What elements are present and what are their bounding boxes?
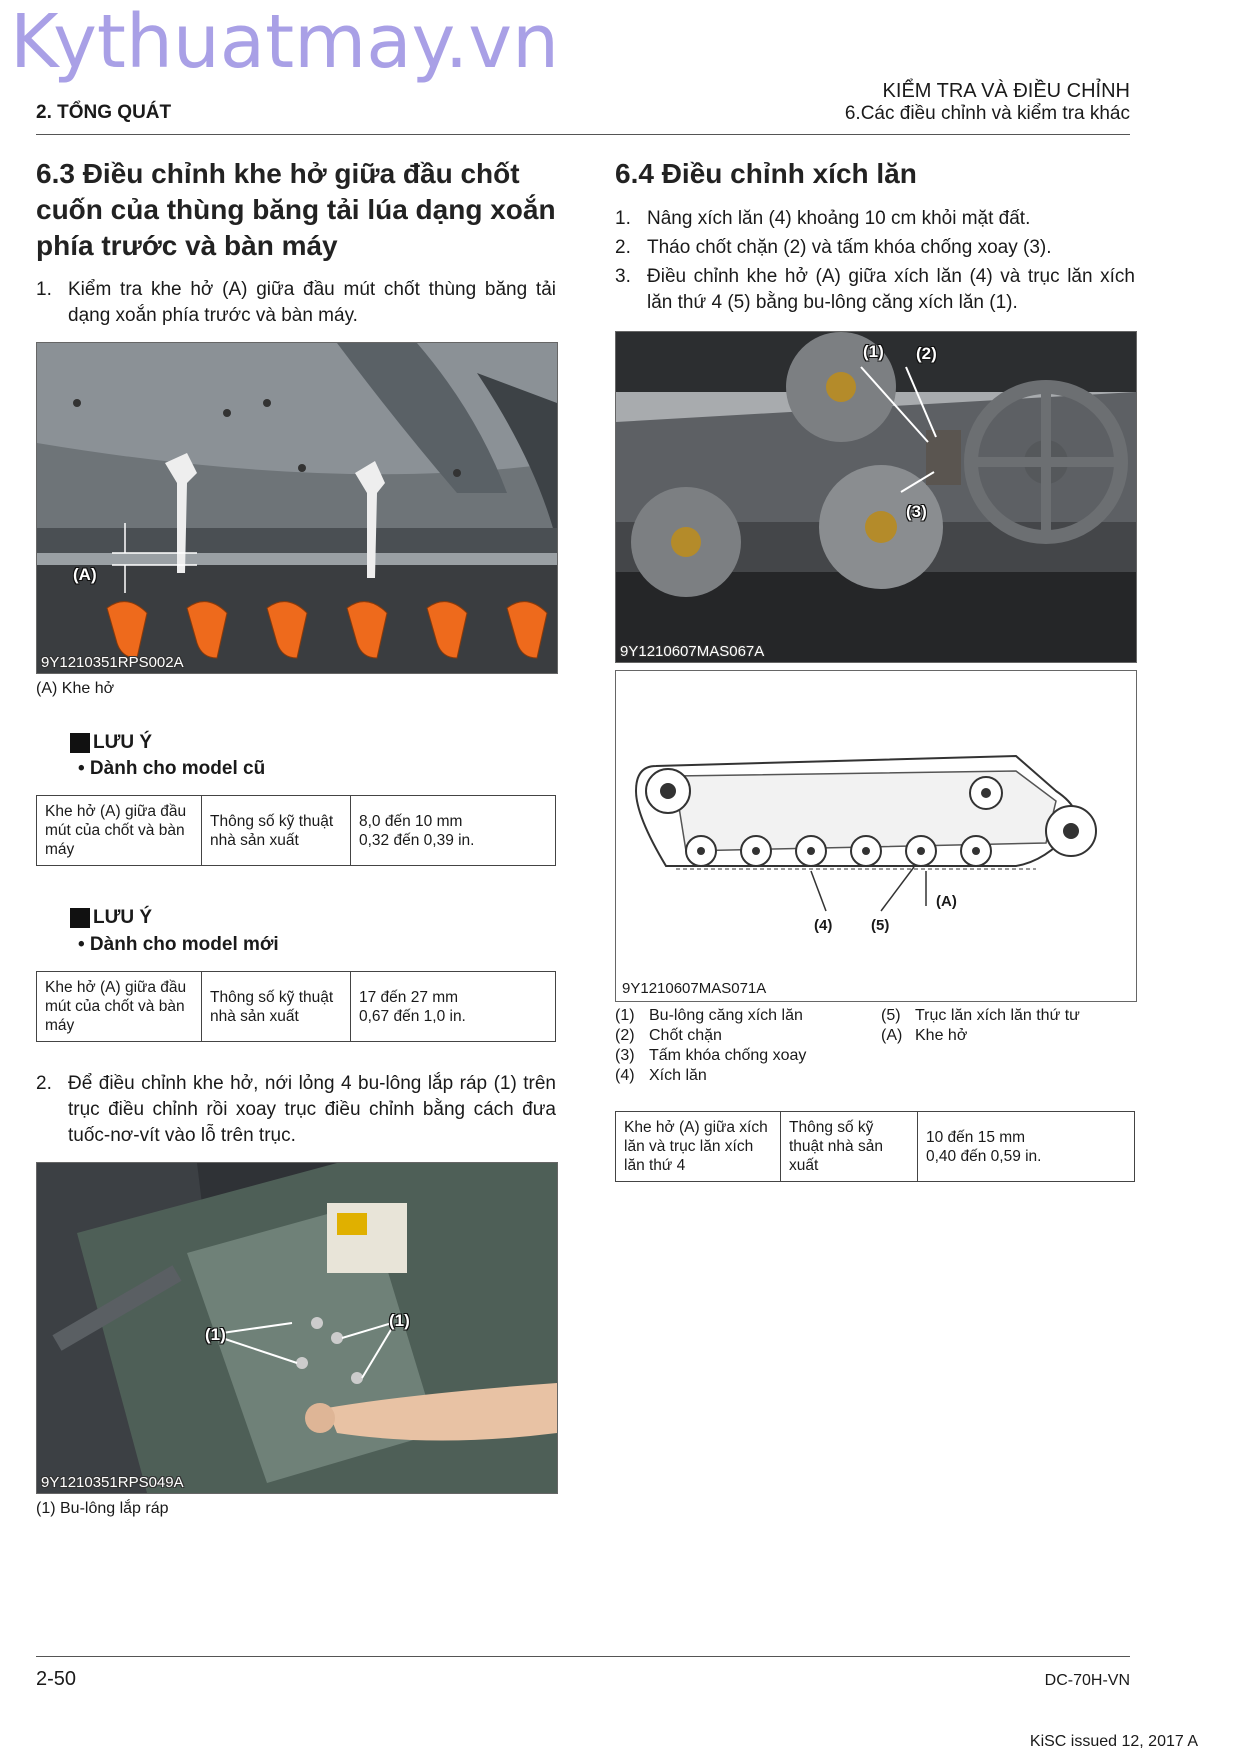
legend-item: (4) Xích lăn — [615, 1067, 707, 1084]
step-text: Để điều chỉnh khe hở, nới lỏng 4 bu-lông lắp ráp (1) trên trục điều chỉnh rồi xoay trục điều chỉnh bằng cách đưa tuốc-nơ-vít vào lỗ trên trục. — [68, 1073, 556, 1146]
legend-left — [615, 1006, 806, 1086]
step-number: 3. — [615, 266, 631, 287]
photo-auger-clearance — [36, 342, 558, 674]
diagram-label-4: (4) — [814, 917, 833, 934]
chapter-header: 2. TỔNG QUÁT — [36, 102, 172, 123]
note-label: LƯU Ý — [93, 907, 153, 928]
label-1-left: (1) — [205, 1325, 226, 1344]
watermark-text: Kythuatmay.vn — [10, 0, 560, 85]
step-number: 1. — [36, 279, 52, 300]
legend-item: (2) Chốt chặn — [615, 1027, 722, 1044]
step-1 — [36, 277, 556, 329]
section-header-sub: 6.Các điều chỉnh và kiểm tra khác — [844, 103, 1130, 124]
value-metric: 17 đến 27 mm — [359, 988, 459, 1006]
spec-table-new-model — [36, 971, 556, 1042]
label-1-right: (1) — [389, 1311, 410, 1330]
step-text: Kiểm tra khe hở (A) giữa đầu mút chốt thùng băng tải dạng xoắn phía trước và bàn máy. — [68, 279, 556, 326]
spec-table-old-model — [36, 795, 556, 866]
photo-code: 9Y1210351RPS049A — [41, 1474, 184, 1491]
photo-code: 9Y1210607MAS067A — [620, 643, 765, 660]
legend-item: (5) Trục lăn xích lăn thứ tư — [881, 1007, 1080, 1024]
diagram-code: 9Y1210607MAS071A — [622, 980, 767, 997]
legend-item: (1) Bu-lông căng xích lăn — [615, 1007, 803, 1024]
photo-2-caption: (1) Bu-lông lắp ráp — [36, 1500, 169, 1517]
label-3: (3) — [906, 502, 927, 521]
table-row — [616, 1112, 1135, 1182]
table-cell: Thông số kỹ thuật nhà sản xuất — [202, 972, 351, 1042]
table-cell: Khe hở (A) giữa đầu mút của chốt và bàn máy — [37, 972, 202, 1042]
table-row — [37, 972, 556, 1042]
legend-right — [881, 1006, 1080, 1046]
table-cell: Thông số kỹ thuật nhà sản xuất — [202, 796, 351, 866]
diagram-label-5: (5) — [871, 917, 890, 934]
photo-mounting-bolts — [36, 1162, 558, 1494]
table-row — [37, 796, 556, 866]
step-number: 2. — [36, 1073, 52, 1094]
section-6-4-title: 6.4 Điều chỉnh xích lăn — [615, 158, 917, 189]
document-code: DC-70H-VN — [1044, 1672, 1130, 1689]
label-1: (1) — [863, 342, 884, 361]
step-item — [615, 235, 1135, 261]
value-imperial: 0,40 đến 0,59 in. — [926, 1147, 1042, 1165]
page-number: 2-50 — [36, 1668, 77, 1690]
step-item — [615, 264, 1135, 316]
legend-item: (A) Khe hở — [881, 1027, 968, 1044]
note-1-subtitle: • Dành cho model cũ — [78, 758, 266, 779]
header-divider — [36, 134, 1130, 135]
footer-divider — [36, 1656, 1130, 1657]
label-a: (A) — [73, 565, 97, 584]
photo-crawler-rollers — [615, 331, 1137, 663]
note-square-icon — [70, 908, 90, 928]
value-metric: 10 đến 15 mm — [926, 1128, 1026, 1146]
step-item — [615, 206, 1135, 232]
issue-stamp: KiSC issued 12, 2017 A — [1029, 1733, 1198, 1750]
section-header-main: KIỂM TRA VÀ ĐIỀU CHỈNH — [882, 80, 1130, 102]
spec-table-crawler — [615, 1111, 1135, 1182]
note-2-heading — [70, 907, 152, 929]
value-imperial: 0,67 đến 1,0 in. — [359, 1007, 466, 1025]
step-text: Tháo chốt chặn (2) và tấm khóa chống xoay (3). — [647, 237, 1052, 258]
photo-code: 9Y1210351RPS002A — [41, 654, 184, 671]
step-text: Nâng xích lăn (4) khoảng 10 cm khỏi mặt đất. — [647, 208, 1031, 229]
step-2 — [36, 1071, 556, 1149]
section-6-3-title: 6.3 Điều chỉnh khe hở giữa đầu chốt cuốn của thùng băng tải lúa dạng xoắn phía trước và bàn máy — [36, 158, 556, 261]
table-cell — [351, 972, 556, 1042]
crawler-schematic — [616, 671, 1136, 1001]
step-number: 2. — [615, 237, 631, 258]
label-2: (2) — [916, 344, 937, 363]
table-cell: Khe hở (A) giữa xích lăn và trục lăn xích lăn thứ 4 — [616, 1112, 781, 1182]
steps-list — [615, 206, 1135, 316]
mounting-bolts-illustration — [37, 1163, 557, 1493]
value-metric: 8,0 đến 10 mm — [359, 812, 463, 830]
table-cell: Thông số kỹ thuật nhà sản xuất — [781, 1112, 918, 1182]
crawler-rollers-illustration — [616, 332, 1136, 662]
table-cell — [351, 796, 556, 866]
diagram-label-a: (A) — [936, 893, 957, 910]
legend-item: (3) Tấm khóa chống xoay — [615, 1047, 807, 1064]
note-label: LƯU Ý — [93, 732, 153, 753]
note-1-heading — [70, 732, 152, 754]
note-2-subtitle: • Dành cho model mới — [78, 934, 279, 955]
auger-illustration — [37, 343, 557, 673]
table-cell — [918, 1112, 1135, 1182]
photo-1-caption: (A) Khe hở — [36, 680, 115, 697]
table-cell: Khe hở (A) giữa đầu mút của chốt và bàn máy — [37, 796, 202, 866]
step-number: 1. — [615, 208, 631, 229]
step-text: Điều chỉnh khe hở (A) giữa xích lăn (4) và trục lăn xích lăn thứ 4 (5) bằng bu-lông căng xích lăn (1). — [647, 266, 1135, 313]
crawler-diagram — [615, 670, 1137, 1002]
value-imperial: 0,32 đến 0,39 in. — [359, 831, 475, 849]
note-square-icon — [70, 733, 90, 753]
